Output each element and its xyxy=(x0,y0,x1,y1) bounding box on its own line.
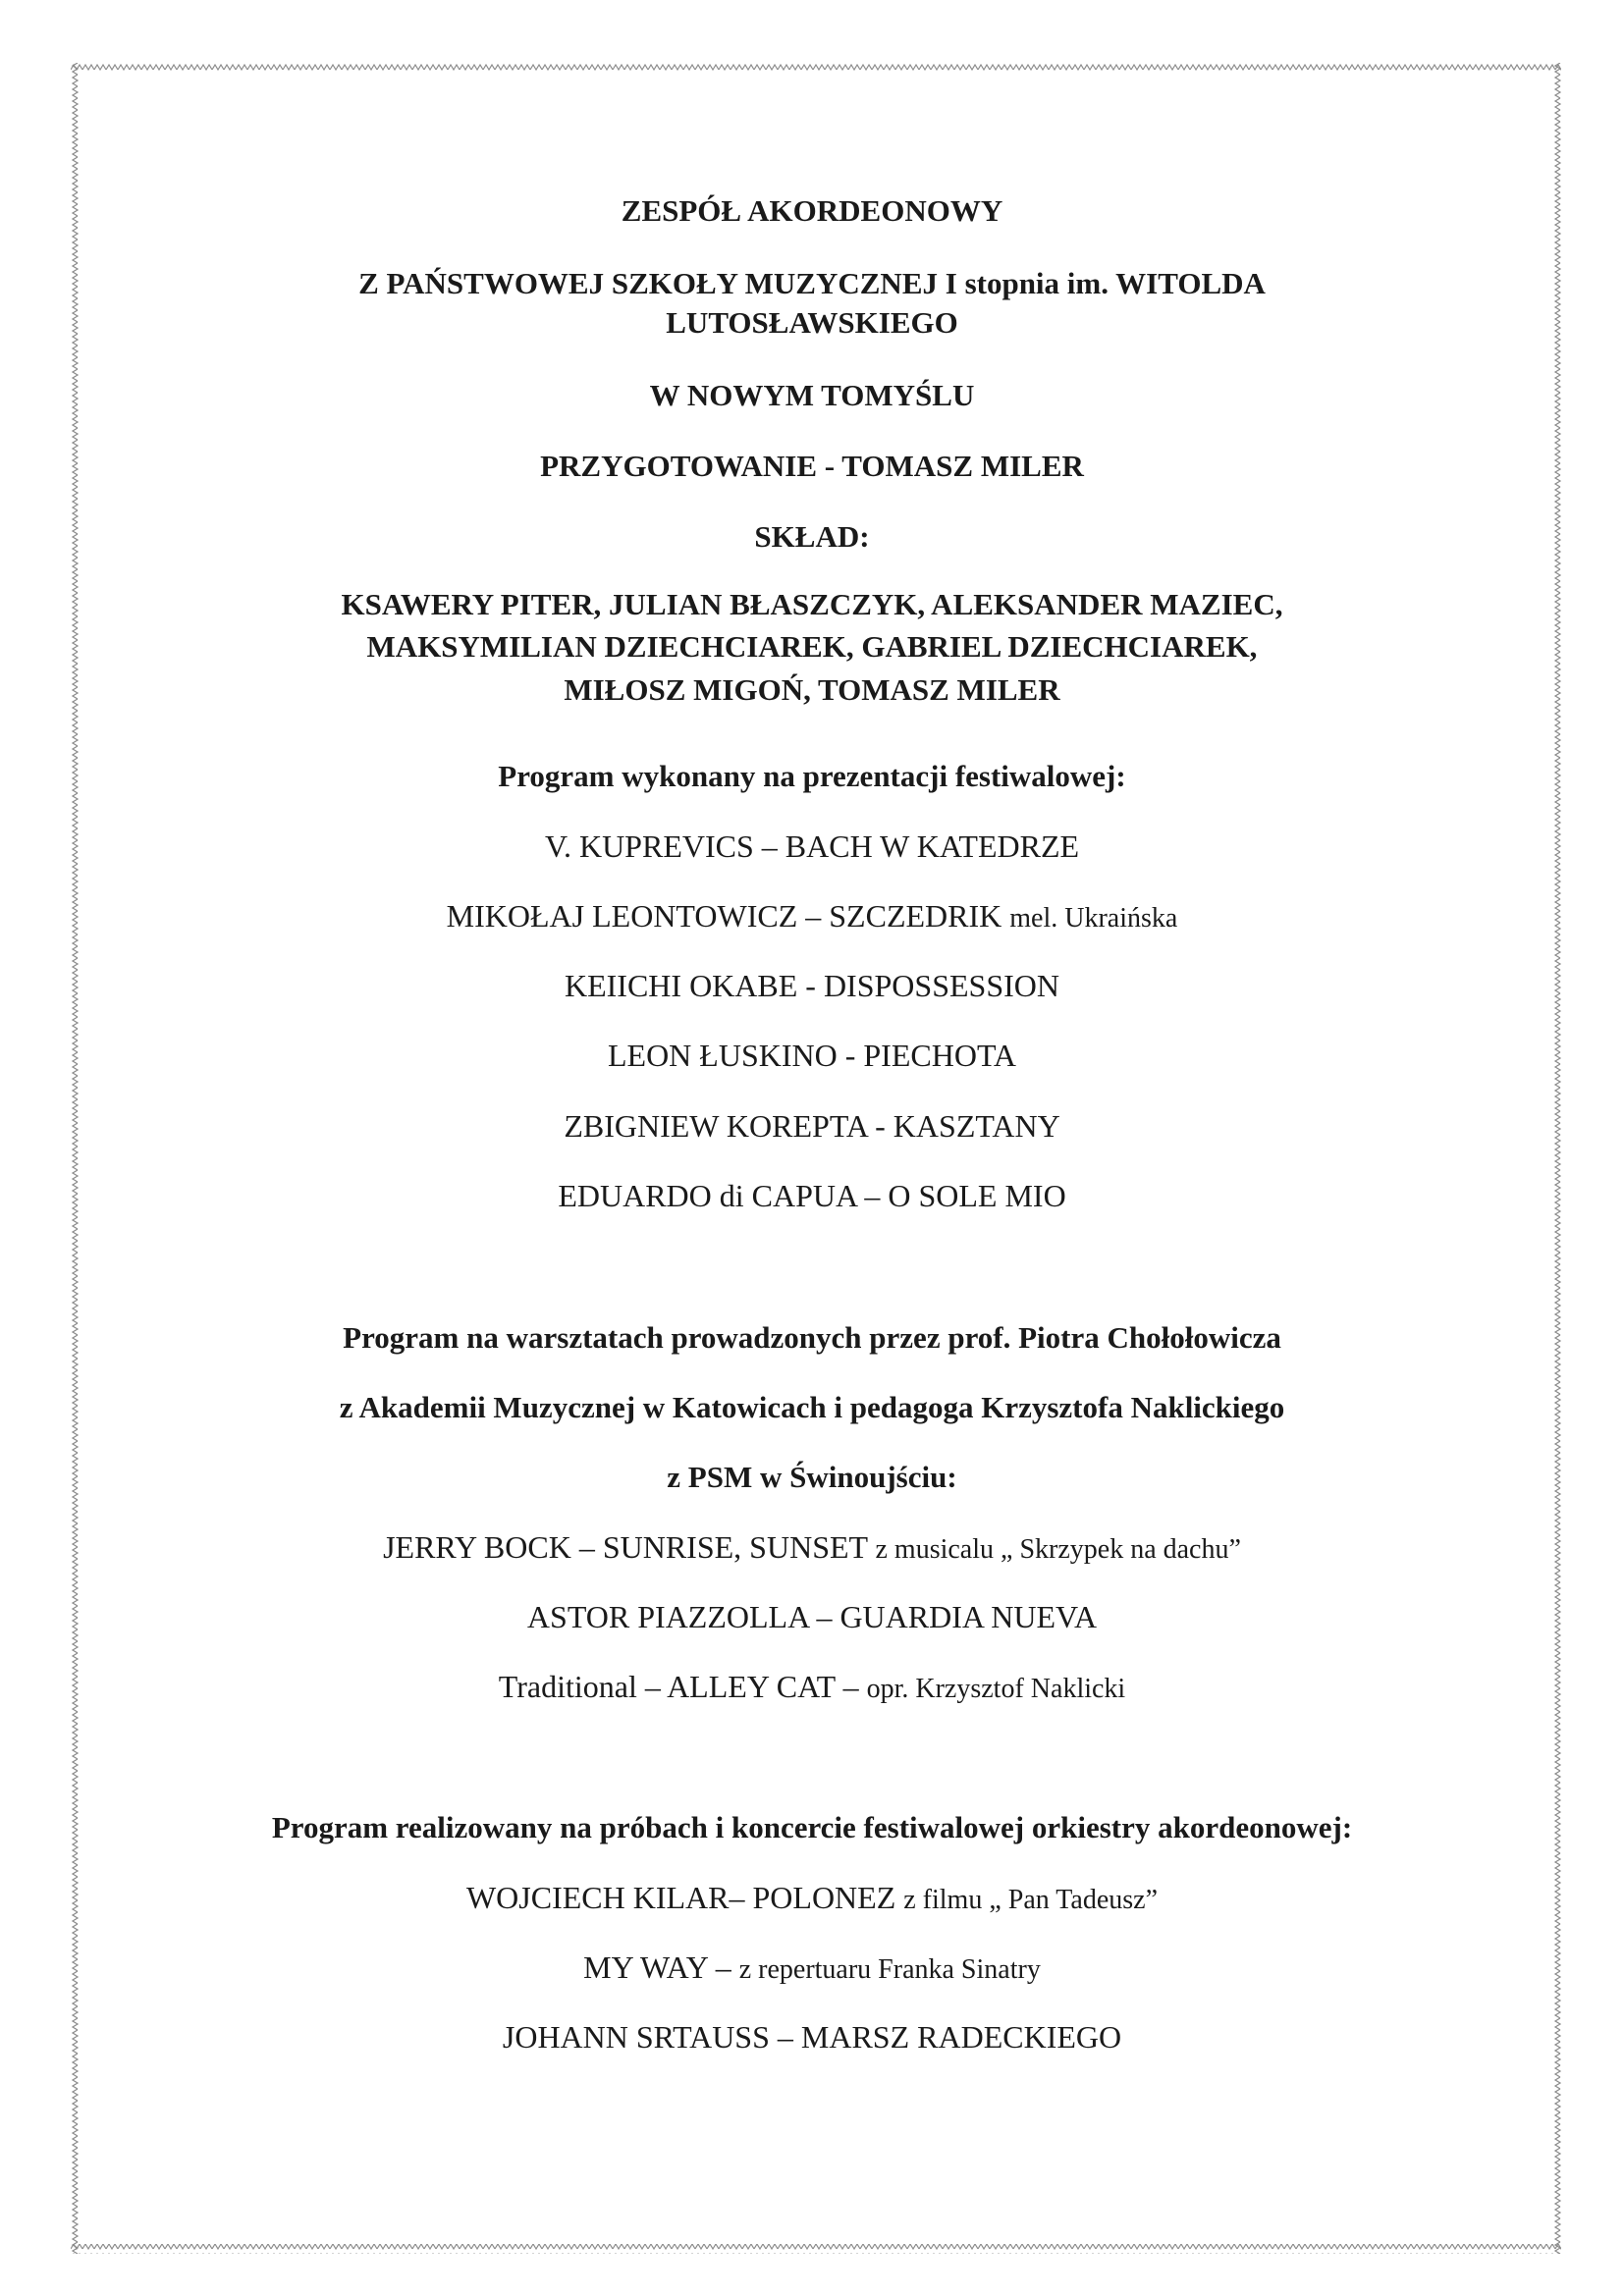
school-name-line1: Z PAŃSTWOWEJ SZKOŁY MUZYCZNEJ I stopnia im. WITOLDA xyxy=(358,266,1266,300)
program-item: MY WAY – z repertuaru Franka Sinatry xyxy=(583,1949,1041,1985)
program-item: ZBIGNIEW KOREPTA - KASZTANY xyxy=(564,1108,1060,1144)
ensemble-title: ZESPÓŁ AKORDEONOWY xyxy=(621,193,1003,228)
members-line1: KSAWERY PITER, JULIAN BŁASZCZYK, ALEKSANDER MAZIEC, xyxy=(341,587,1283,621)
preparation-line: PRZYGOTOWANIE - TOMASZ MILER xyxy=(540,449,1084,483)
program-item: MIKOŁAJ LEONTOWICZ – SZCZEDRIK mel. Ukraińska xyxy=(446,898,1178,934)
program-item: JERRY BOCK – SUNRISE, SUNSET z musicalu „ Skrzypek na dachu” xyxy=(383,1529,1241,1565)
program-item: WOJCIECH KILAR– POLONEZ z filmu „ Pan Tadeusz” xyxy=(465,1880,1159,1915)
school-name-line2: LUTOSŁAWSKIEGO xyxy=(666,305,958,340)
program-item: EDUARDO di CAPUA – O SOLE MIO xyxy=(558,1178,1066,1213)
orchestra-heading: Program realizowany na próbach i koncercie festiwalowej orkiestry akordeonowej: xyxy=(271,1810,1353,1844)
program-item: ASTOR PIAZZOLLA – GUARDIA NUEVA xyxy=(526,1599,1098,1634)
members-line3: MIŁOSZ MIGOŃ, TOMASZ MILER xyxy=(564,672,1060,707)
program-item: V. KUPREVICS – BACH W KATEDRZE xyxy=(544,828,1080,864)
program-item: Traditional – ALLEY CAT – opr. Krzysztof Naklicki xyxy=(498,1669,1126,1704)
program-item: LEON ŁUSKINO - PIECHOTA xyxy=(607,1038,1017,1073)
town-line: W NOWYM TOMYŚLU xyxy=(649,378,975,412)
workshop-heading-line1: Program na warsztatach prowadzonych przez prof. Piotra Chołołowicza xyxy=(343,1320,1281,1355)
program-item: JOHANN SRTAUSS – MARSZ RADECKIEGO xyxy=(502,2019,1122,2055)
festival-program-heading: Program wykonany na prezentacji festiwalowej: xyxy=(498,759,1126,793)
workshop-heading-line2: z Akademii Muzycznej w Katowicach i pedagoga Krzysztofa Naklickiego xyxy=(339,1390,1285,1424)
program-item: KEIICHI OKABE - DISPOSSESSION xyxy=(564,968,1060,1003)
lineup-heading: SKŁAD: xyxy=(754,519,870,554)
members-line2: MAKSYMILIAN DZIECHCIAREK, GABRIEL DZIECHCIAREK, xyxy=(366,629,1258,664)
workshop-heading-line3: z PSM w Świnoujściu: xyxy=(667,1460,957,1494)
